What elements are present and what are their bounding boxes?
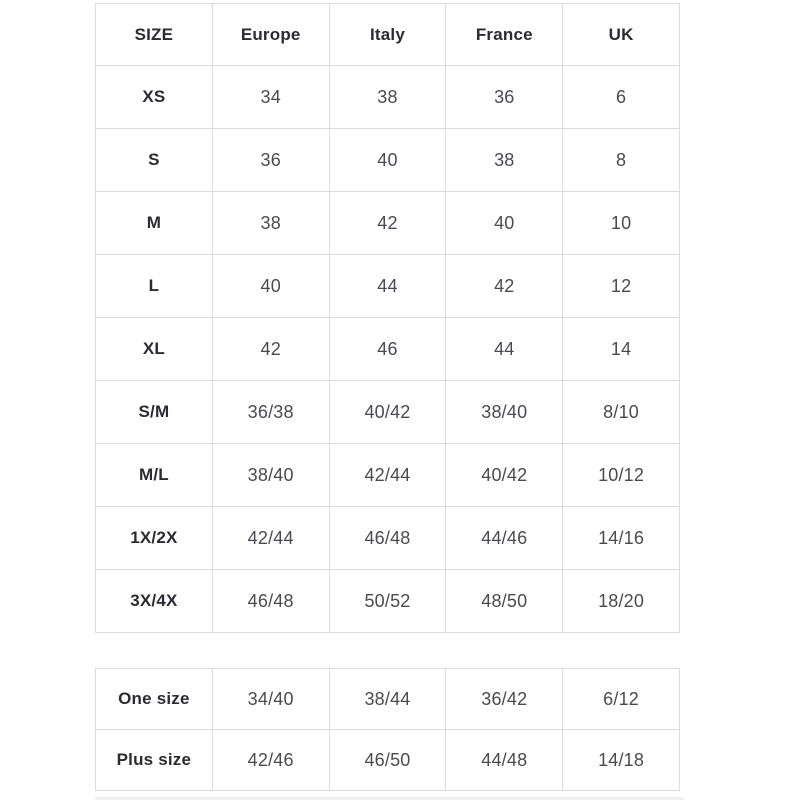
table-row (96, 730, 680, 791)
header-cell-size: SIZE (96, 4, 213, 66)
header-cell-europe: Europe (212, 4, 329, 66)
table-row (96, 255, 680, 318)
cell-europe: 40 (212, 255, 329, 318)
cell-france: 38/40 (446, 381, 563, 444)
cell-france: 44/46 (446, 507, 563, 570)
cell-italy: 46/50 (329, 730, 446, 791)
cell-uk: 8 (563, 129, 680, 192)
cell-europe: 42/46 (212, 730, 329, 791)
table-row (96, 507, 680, 570)
cell-europe: 42/44 (212, 507, 329, 570)
cell-uk: 14 (563, 318, 680, 381)
cell-france: 42 (446, 255, 563, 318)
cell-italy: 42 (329, 192, 446, 255)
cell-italy: 38 (329, 66, 446, 129)
row-label-xs: XS (96, 66, 213, 129)
cell-france: 44/48 (446, 730, 563, 791)
header-cell-france: France (446, 4, 563, 66)
cell-france: 36/42 (446, 669, 563, 730)
header-cell-italy: Italy (329, 4, 446, 66)
cell-uk: 14/16 (563, 507, 680, 570)
cell-france: 38 (446, 129, 563, 192)
cell-italy: 46 (329, 318, 446, 381)
row-label-m: M (96, 192, 213, 255)
row-label-s: S (96, 129, 213, 192)
cell-europe: 34/40 (212, 669, 329, 730)
row-label-xl: XL (96, 318, 213, 381)
cell-europe: 36 (212, 129, 329, 192)
cell-france: 44 (446, 318, 563, 381)
cell-italy: 38/44 (329, 669, 446, 730)
cell-italy: 44 (329, 255, 446, 318)
cell-uk: 18/20 (563, 570, 680, 633)
cell-france: 40/42 (446, 444, 563, 507)
row-label-3x4x: 3X/4X (96, 570, 213, 633)
cell-italy: 50/52 (329, 570, 446, 633)
table-row (96, 66, 680, 129)
cell-italy: 40 (329, 129, 446, 192)
cell-europe: 38/40 (212, 444, 329, 507)
cell-france: 48/50 (446, 570, 563, 633)
special-size-table (95, 668, 680, 791)
cell-italy: 46/48 (329, 507, 446, 570)
cell-uk: 10 (563, 192, 680, 255)
row-label-plus-size: Plus size (96, 730, 213, 791)
cell-uk: 14/18 (563, 730, 680, 791)
cell-france: 40 (446, 192, 563, 255)
row-label-one-size: One size (96, 669, 213, 730)
cell-europe: 36/38 (212, 381, 329, 444)
table-row (96, 129, 680, 192)
cell-europe: 42 (212, 318, 329, 381)
cell-europe: 38 (212, 192, 329, 255)
cell-europe: 34 (212, 66, 329, 129)
row-label-ml: M/L (96, 444, 213, 507)
cell-italy: 40/42 (329, 381, 446, 444)
row-label-sm: S/M (96, 381, 213, 444)
table-row (96, 570, 680, 633)
header-row (96, 4, 680, 66)
table-row (96, 318, 680, 381)
table-row (96, 669, 680, 730)
row-label-1x2x: 1X/2X (96, 507, 213, 570)
cell-uk: 10/12 (563, 444, 680, 507)
cell-uk: 6/12 (563, 669, 680, 730)
cell-uk: 6 (563, 66, 680, 129)
header-cell-uk: UK (563, 4, 680, 66)
table-row (96, 381, 680, 444)
cell-uk: 8/10 (563, 381, 680, 444)
size-conversion-table (95, 3, 680, 633)
row-label-l: L (96, 255, 213, 318)
cell-europe: 46/48 (212, 570, 329, 633)
cell-uk: 12 (563, 255, 680, 318)
table-row (96, 444, 680, 507)
table-row (96, 192, 680, 255)
cell-france: 36 (446, 66, 563, 129)
cell-italy: 42/44 (329, 444, 446, 507)
